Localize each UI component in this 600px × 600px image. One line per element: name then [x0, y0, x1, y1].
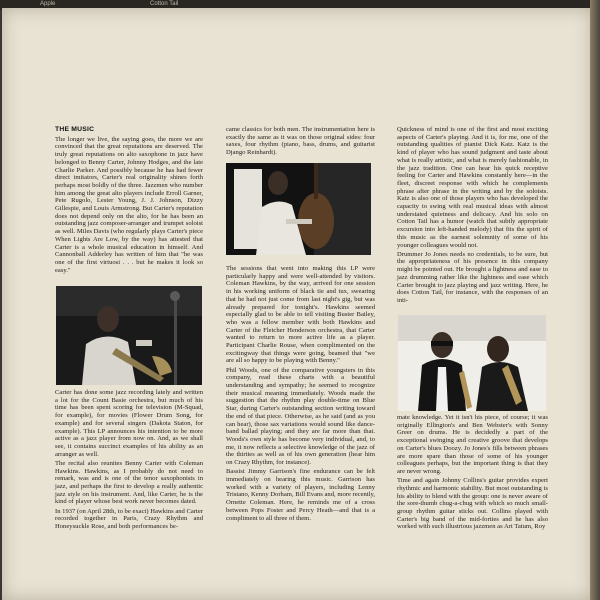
column-2-bottom: [226, 265, 375, 524]
col3-paragraph-3: mate knowledge. Yet it isn't his piece, of course; it was originally Ellington's and Ben Webster's with Sonny Greer on drums. He is decidedly a part of the exceptional swinging and creative groove that develops on Carter's blues Doozy. Jo Jones's fills between phrases are more spare than those of some of his younger colleagues perhaps, but the important thing is that they are never wrong.: [397, 414, 548, 475]
photo-bassist: [226, 163, 371, 255]
col2-paragraph-2: Phil Woods, one of the comparative youngsters in this company, read these charts with a beautiful understanding and sympathy; he seemed to recognize their musical meaning immediately. Woods made the suggestion that the rhythm play double-time on Blue Star, during Carter's outstanding section writing toward the end of that piece. Otherwise, as he said (and as you can hear), those sax variations would sound like dance-band ballad playing; and they are far more than that. Woods's own style has become very individual, and, to me, it now reflects a selective knowledge of the jazz of the thirties as well as of his own generation (hear him on Crazy Rhythm, for instance).: [226, 366, 375, 467]
col3-paragraph-4: Time and again Johnny Collins's guitar provides expert rhythmic and harmonic stability. But most outstanding is his ability to blend with the group: one is never aware of the sore-thumb chug-a-chug with which so much small-group rhythm guitar sticks out. Collins played with Carter's big band of the mid-forties and he has also worked with such illustrious jazzmen as Art Tatum, Roy: [397, 477, 548, 531]
col1-paragraph-4: In 1937 (on April 28th, to be exact) Hawkins and Carter recorded together in Paris, Crazy Rhythm and Honeysuckle Rose, and both performances be-: [55, 507, 203, 530]
top-strip-fragment-left: Apple: [40, 1, 56, 7]
photo-carter-saxophone: [56, 286, 202, 385]
column-3-top: [397, 126, 548, 306]
col2-paragraph-1: The sessions that went into making this LP were particularly happy and were well-attended by visitors. Coleman Hawkins, by the way, arrived for one session in his working uniform of black tie and tux, swearing that he had not just come from last night's gig, but was already prepared for tonight's. Hawkins seemed especially glad to be able to tell visiting Buster Bailey, who was a fellow member with both Hawkins and Carter of the Fletcher Henderson orchestra, that Carter wanted to return to more active life as a player. Participant Charlie Rouse, when complimented on the excitingway that things were going, beamed that "we are all so happy to be playing with Benny.": [226, 265, 375, 365]
column-2-top: [226, 126, 375, 158]
col2-paragraph-3: Bassist Jimmy Garrison's fine endurance can be felt immediately on hearing this music. Garrison has worked with a variety of players, including Lenny Tristano, Kenny Dorham, Bill Evans and, more recently, Ornette Coleman. Here, he reminds me of a cross between Pops Foster and Percy Heath—and that is a compliment to all three of them.: [226, 468, 375, 522]
col1-paragraph-2: Carter has done some jazz recording lately and written a lot for the Count Basie orchestra, but much of his time has been spent scoring for television (M-Squad, for example), for movies (Flower Drum Song, for example) and for several singers (Dakota Staton, for example). This LP announces his intention to be more active as a jazz player from now on. And, as we shall see, it contains succinct examples of his ability as an arranger as well.: [55, 389, 203, 458]
column-1-top: [55, 126, 203, 276]
col3-paragraph-1: Quickness of mind is one of the first and most exciting aspects of Carter's playing. And it is, for me, one of the outstanding qualities of pianist Dick Katz. Katz is the kind of player who has sound judgment and taste about what is really artistic, and what is merely fashionable, in the jazz tradition. One can hear his quick receptive feeling for Carter and Hawkins constantly here—in the fleet, discreet response with which he complements phrase after phrase in the writing and by the soloists. Katz is also one of those players who has developed the capacity to swing with real musical ideas with almost understated quietness and delicacy. And his solo on Cotton Tail has a humor (watch that subtly appropriate excursion into left-handed melody) that fits the spirit of this music as the earnest solemnity of some of his younger colleagues would not.: [397, 126, 548, 249]
column-3-bottom: [397, 414, 548, 533]
sleeve-right-edge: [590, 0, 600, 600]
col1-paragraph-1: The longer we live, the saying goes, the more we are convinced that the great reputations are deserved. The truly great reputations on alto saxophone in jazz have belonged to Benny Carter, Johnny Hodges, and the late Charlie Parker. And possibly because he has had fewer direct imitators, Carter's real originality shines forth perhaps most boldly of the three. Jazzmen who number him among the great alto players include Erroll Garner, Pete Rugolo, Lester Young, J. J. Johnson, Dizzy Gillespie, and Louis Armstrong. But Carter's reputation does not depend only on the alto, for he has been an outstanding jazz composer-arranger and trumpet soloist as well. Miles Davis (who regularly plays Carter's piece When Lights Are Low, by the way) has attested that Carter is a whole musical education in himself. And Cannonball Adderley has written of him that "he was one of the first virtuosi . . . but he makes it look so easy.": [55, 135, 203, 274]
col3-paragraph-2: Drummer Jo Jones needs no credentials, to be sure, but the appropriateness of his presence in this company might be pointed out. He brought a lightness and ease to jazz drumming rather like the lightness and ease which Carter brought to jazz playing and jazz writing. Here, he does Cotton Tail, for instance, with the responses of an inti-: [397, 250, 548, 304]
col2-paragraph-top: came classics for both men. The instrumentation here is exactly the same as it was on those original sides: four saxes, four rhythm (piano, bass, drums, and guitarist Django Reinhardt).: [226, 126, 375, 157]
top-strip-fragment-right: Cotton Tail: [150, 1, 179, 7]
column-1-bottom: [55, 389, 203, 532]
photo-two-saxophonists: [398, 315, 546, 411]
section-heading: THE MUSIC: [55, 126, 95, 133]
col1-paragraph-3: The recital also reunites Benny Carter with Coleman Hawkins. Hawkins, as I probably do not need to remark, was and is one of the tenor saxophonists in jazz, and perhaps the first to develop a really authentic jazz style on his instrument. And, like Carter, he is the kind of player whose best work never becomes dated.: [55, 459, 203, 506]
